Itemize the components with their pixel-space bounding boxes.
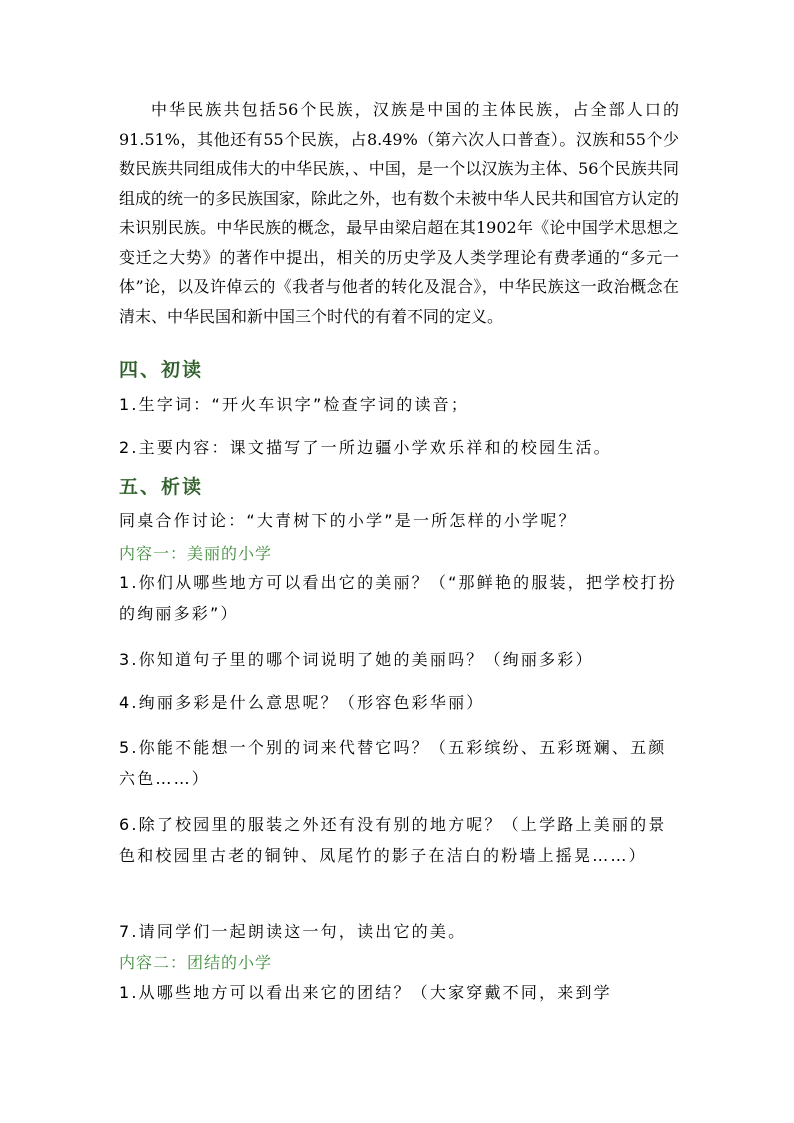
- section-heading-first-reading: 四、初读: [119, 359, 204, 381]
- content-one-label: 内容一：美丽的小学: [119, 544, 273, 563]
- question-beauty-4: 4.绚丽多彩是什么意思呢？（形容色彩华丽）: [119, 693, 485, 712]
- intro-paragraph: 中华民族共包括56个民族，汉族是中国的主体民族，占全部人口的91.51%，其他还有55个民族，占8.49%（第六次人口普查）。汉族和55个少数民族共同组成伟大的中华民族，、中国，是一个以汉族为主体、56个民族共同组成的统一的多民族国家，除此之外，也有数个未被中华人民共和国官方认定的未识别民族。中华民族的概念，最早由梁启超在其1902年《论中国学术思想之变迁之大势》的著作中提出，相关的历史学及人类学理论有费孝通的“多元一体”论，以及许倬云的《我者与他者的转化及混合》，中华民族这一政治概念在清末、中华民国和新中国三个时代的有着不同的定义。: [119, 100, 680, 326]
- question-beauty-3: 3.你知道句子里的哪个词说明了她的美丽吗？（绚丽多彩）: [119, 650, 594, 669]
- question-beauty-1: 1.你们从哪些地方可以看出它的美丽？（“那鲜艳的服装，把学校打扮的绚丽多彩”）: [119, 573, 677, 623]
- question-beauty-7: 7.请同学们一起朗读这一句，读出它的美。: [119, 922, 467, 941]
- question-unity-1: 1.从哪些地方可以看出来它的团结？（大家穿戴不同，来到学: [119, 983, 612, 1002]
- reading-item-main-content: 2.主要内容：课文描写了一所边疆小学欢乐祥和的校园生活。: [119, 438, 612, 457]
- question-beauty-6: 6.除了校园里的服装之外还有没有别的地方呢？（上学路上美丽的景色和校园里古老的铜钟、凤尾竹的影子在洁白的粉墙上摇晃……）: [119, 815, 667, 865]
- question-beauty-5: 5.你能不能想一个别的词来代替它吗？（五彩缤纷、五彩斑斓、五颜六色……）: [119, 738, 667, 788]
- content-two-label: 内容二：团结的小学: [119, 953, 273, 972]
- discussion-prompt: 同桌合作讨论：“大青树下的小学”是一所怎样的小学呢？: [119, 511, 577, 530]
- section-heading-analysis: 五、析读: [119, 476, 204, 498]
- reading-item-vocabulary: 1.生字词：“开火车识字”检查字词的读音；: [119, 395, 470, 414]
